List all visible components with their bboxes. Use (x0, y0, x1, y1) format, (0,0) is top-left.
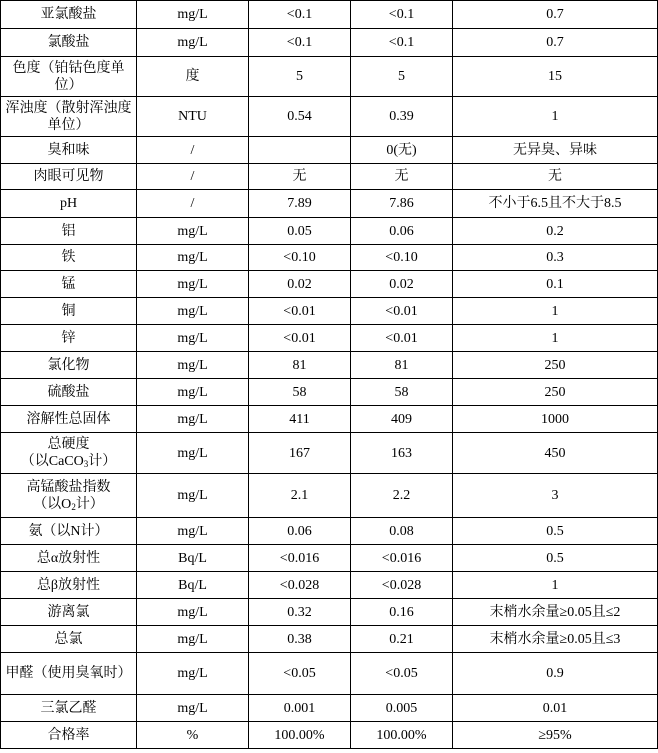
table-row (1, 433, 658, 474)
value2-cell: 0.16 (351, 599, 453, 626)
limit-cell: 无异臭、异味 (453, 137, 658, 164)
unit-cell: mg/L (137, 518, 249, 545)
limit-cell: 末梢水余量≥0.05且≤3 (453, 626, 658, 653)
table-row (1, 722, 658, 749)
unit-cell: / (137, 137, 249, 164)
item-cell: 氯化物 (1, 352, 137, 379)
limit-cell: 0.01 (453, 695, 658, 722)
item-cell: 三氯乙醛 (1, 695, 137, 722)
limit-cell: 不小于6.5且不大于8.5 (453, 190, 658, 218)
table-row (1, 518, 658, 545)
value1-cell: 0.001 (249, 695, 351, 722)
value2-cell: 0.06 (351, 218, 453, 245)
item-cell: 氯酸盐 (1, 29, 137, 57)
item-cell: 铜 (1, 298, 137, 325)
limit-cell: 3 (453, 474, 658, 518)
table-row (1, 164, 658, 190)
unit-cell: 度 (137, 57, 249, 97)
unit-cell: mg/L (137, 474, 249, 518)
value1-cell: <0.1 (249, 1, 351, 29)
limit-cell: 0.5 (453, 545, 658, 572)
item-line1: 总硬度 (47, 437, 90, 452)
unit-cell: mg/L (137, 379, 249, 406)
unit-cell: mg/L (137, 218, 249, 245)
value2-cell: 0.08 (351, 518, 453, 545)
value2-cell: 0.02 (351, 271, 453, 298)
table-row (1, 379, 658, 406)
value1-cell (249, 137, 351, 164)
unit-cell: % (137, 722, 249, 749)
value2-cell: <0.1 (351, 1, 453, 29)
value2-cell: 81 (351, 352, 453, 379)
table-row (1, 245, 658, 271)
table-row (1, 653, 658, 695)
limit-cell: ≥95% (453, 722, 658, 749)
item-line1: 高锰酸盐指数 (26, 479, 111, 495)
table-row (1, 599, 658, 626)
limit-cell: 250 (453, 379, 658, 406)
limit-cell: 末梢水余量≥0.05且≤2 (453, 599, 658, 626)
value2-cell: <0.1 (351, 29, 453, 57)
value2-cell: 5 (351, 57, 453, 97)
item-cell: 锌 (1, 325, 137, 352)
item-line2-pre: （以CaCO (20, 454, 84, 469)
value1-cell: <0.01 (249, 325, 351, 352)
limit-cell: 1 (453, 572, 658, 599)
table-row (1, 298, 658, 325)
value1-cell: <0.10 (249, 245, 351, 271)
item-line2-pre: （以O (33, 496, 72, 512)
unit-cell: mg/L (137, 352, 249, 379)
table-row (1, 271, 658, 298)
limit-cell: 0.1 (453, 271, 658, 298)
value1-cell: <0.05 (249, 653, 351, 695)
item-cell: 甲醛（使用臭氧时） (1, 653, 137, 695)
table-row (1, 190, 658, 218)
limit-cell: 0.3 (453, 245, 658, 271)
value1-cell: <0.016 (249, 545, 351, 572)
item-cell: 总氯 (1, 626, 137, 653)
unit-cell: mg/L (137, 29, 249, 57)
value1-cell: 0.54 (249, 97, 351, 137)
limit-cell: 0.5 (453, 518, 658, 545)
value1-cell: 411 (249, 406, 351, 433)
unit-cell: mg/L (137, 406, 249, 433)
table-row (1, 406, 658, 433)
table-row (1, 29, 658, 57)
item-cell: 合格率 (1, 722, 137, 749)
value2-cell: 100.00% (351, 722, 453, 749)
limit-cell: 0.7 (453, 29, 658, 57)
item-cell: 总α放射性 (1, 545, 137, 572)
item-cell: pH (1, 190, 137, 218)
value1-cell: <0.01 (249, 298, 351, 325)
item-cell: 铁 (1, 245, 137, 271)
value1-cell: 81 (249, 352, 351, 379)
value2-cell: <0.01 (351, 298, 453, 325)
value1-cell: <0.028 (249, 572, 351, 599)
value1-cell: 0.06 (249, 518, 351, 545)
table-row (1, 474, 658, 518)
unit-cell: mg/L (137, 626, 249, 653)
value2-cell: 0.005 (351, 695, 453, 722)
limit-cell: 15 (453, 57, 658, 97)
limit-cell: 0.9 (453, 653, 658, 695)
value2-cell: 无 (351, 164, 453, 190)
unit-cell: / (137, 164, 249, 190)
value1-cell: 0.32 (249, 599, 351, 626)
value2-cell: <0.10 (351, 245, 453, 271)
limit-cell: 0.2 (453, 218, 658, 245)
table-row (1, 572, 658, 599)
value1-cell: 无 (249, 164, 351, 190)
value1-cell: 0.05 (249, 218, 351, 245)
item-cell (1, 474, 137, 518)
value2-cell: 0.39 (351, 97, 453, 137)
item-cell: 氨（以N计） (1, 518, 137, 545)
unit-cell: mg/L (137, 433, 249, 474)
value2-cell: 2.2 (351, 474, 453, 518)
item-cell: 铝 (1, 218, 137, 245)
unit-cell: / (137, 190, 249, 218)
table-row (1, 545, 658, 572)
value2-cell: 7.86 (351, 190, 453, 218)
table-row (1, 1, 658, 29)
item-cell: 色度（铂钴色度单位） (1, 57, 137, 97)
item-cell: 溶解性总固体 (1, 406, 137, 433)
limit-cell: 1 (453, 97, 658, 137)
table-row (1, 325, 658, 352)
value1-cell: <0.1 (249, 29, 351, 57)
value2-cell: 163 (351, 433, 453, 474)
unit-cell: Bq/L (137, 572, 249, 599)
item-subscript: 2 (71, 501, 76, 512)
item-cell: 浑浊度（散射浑浊度单位） (1, 97, 137, 137)
value1-cell: 2.1 (249, 474, 351, 518)
limit-cell: 1000 (453, 406, 658, 433)
limit-cell: 450 (453, 433, 658, 474)
unit-cell: mg/L (137, 599, 249, 626)
value2-cell: <0.01 (351, 325, 453, 352)
limit-cell: 250 (453, 352, 658, 379)
value1-cell: 58 (249, 379, 351, 406)
value1-cell: 5 (249, 57, 351, 97)
item-subscript: 3 (83, 459, 89, 469)
item-cell: 亚氯酸盐 (1, 1, 137, 29)
unit-cell: Bq/L (137, 545, 249, 572)
item-cell: 肉眼可见物 (1, 164, 137, 190)
unit-cell: mg/L (137, 245, 249, 271)
unit-cell: NTU (137, 97, 249, 137)
value1-cell: 0.02 (249, 271, 351, 298)
value2-cell: <0.05 (351, 653, 453, 695)
table-row (1, 626, 658, 653)
item-line2-post: 计） (88, 454, 117, 469)
unit-cell: mg/L (137, 298, 249, 325)
value2-cell: <0.028 (351, 572, 453, 599)
unit-cell: mg/L (137, 325, 249, 352)
value2-cell: 0.21 (351, 626, 453, 653)
unit-cell: mg/L (137, 695, 249, 722)
value2-cell: 58 (351, 379, 453, 406)
value1-cell: 100.00% (249, 722, 351, 749)
item-cell: 臭和味 (1, 137, 137, 164)
table-row (1, 352, 658, 379)
value2-cell: <0.016 (351, 545, 453, 572)
item-cell: 硫酸盐 (1, 379, 137, 406)
value1-cell: 7.89 (249, 190, 351, 218)
table-row (1, 97, 658, 137)
item-line2-post: 计） (75, 496, 104, 512)
table-row (1, 695, 658, 722)
limit-cell: 无 (453, 164, 658, 190)
value1-cell: 167 (249, 433, 351, 474)
item-cell (1, 433, 137, 474)
table-row (1, 218, 658, 245)
limit-cell: 0.7 (453, 1, 658, 29)
value2-cell: 409 (351, 406, 453, 433)
unit-cell: mg/L (137, 271, 249, 298)
item-cell: 游离氯 (1, 599, 137, 626)
item-cell: 总β放射性 (1, 572, 137, 599)
value1-cell: 0.38 (249, 626, 351, 653)
limit-cell: 1 (453, 298, 658, 325)
table-row (1, 137, 658, 164)
unit-cell: mg/L (137, 653, 249, 695)
item-cell: 锰 (1, 271, 137, 298)
unit-cell: mg/L (137, 1, 249, 29)
limit-cell: 1 (453, 325, 658, 352)
value2-cell: 0(无) (351, 137, 453, 164)
table-row (1, 57, 658, 97)
